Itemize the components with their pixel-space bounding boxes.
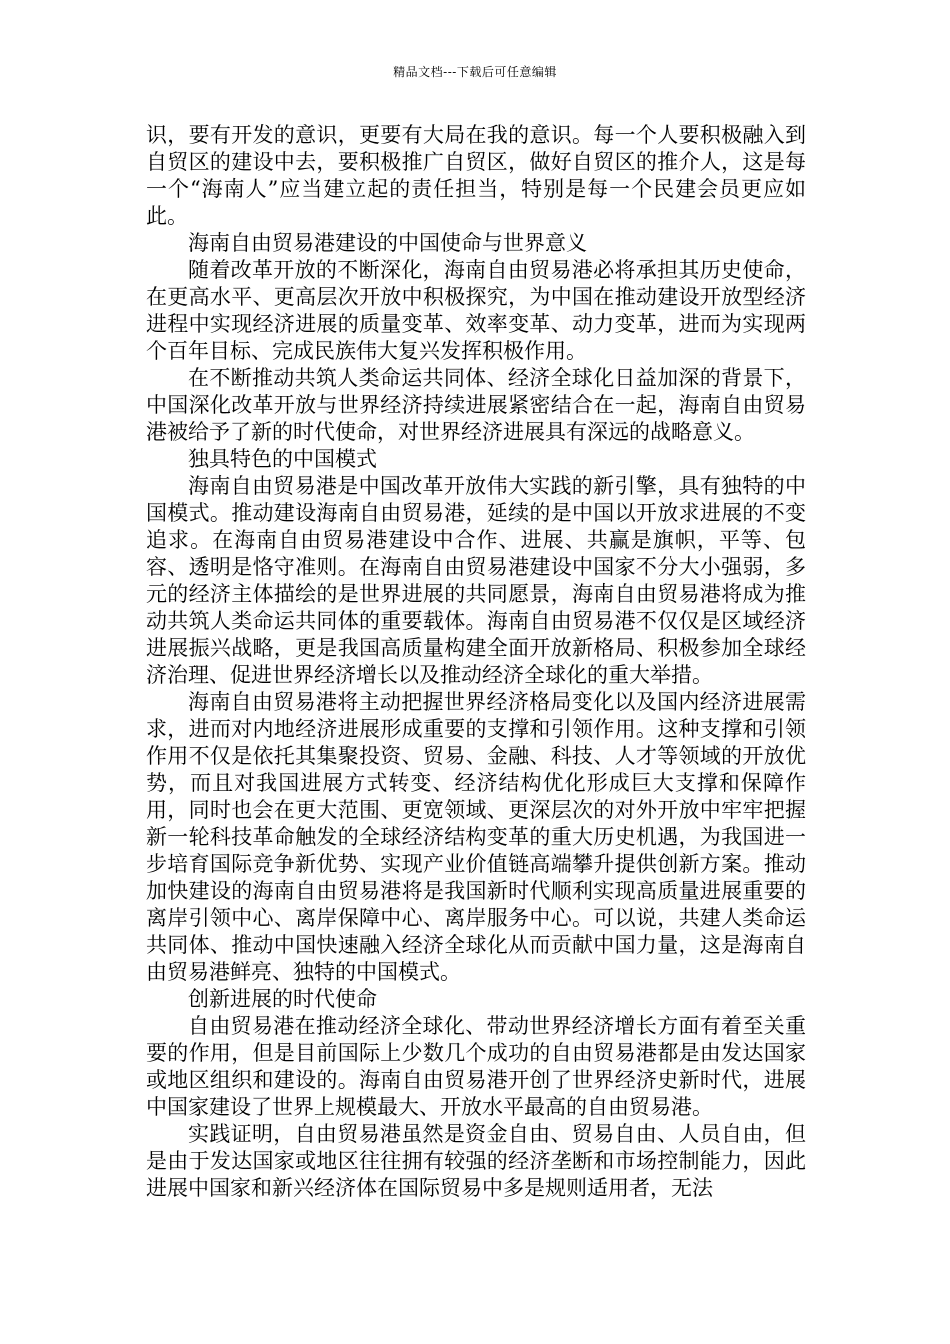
paragraph: 海南自由贸易港将主动把握世界经济格局变化以及国内经济进展需求，进而对内地经济进展形成重要的支撑和引领作用。这种支撑和引领作用不仅是依托其集聚投资、贸易、金融、科技、人才等领域的开放优势，而且对我国进展方式转变、经济结构优化形成巨大支撑和保障作用，同时也会在更大范围、更宽领域、更深层次的对外开放中牢牢把握新一轮科技革命触发的全球经济结构变革的重大历史机遇，为我国进一步培育国际竞争新优势、实现产业价值链高端攀升提供创新方案。推动加快建设的海南自由贸易港将是我国新时代顺利实现高质量进展重要的离岸引领中心、离岸保障中心、离岸服务中心。可以说，共建人类命运共同体、推动中国快速融入经济全球化从而贡献中国力量，这是海南自由贸易港鲜亮、独特的中国模式。 — [146, 690, 806, 984]
document-body — [146, 122, 806, 1202]
page-header: 精品文档---下载后可任意编辑 — [393, 65, 557, 79]
paragraph: 海南自由贸易港是中国改革开放伟大实践的新引擎，具有独特的中国模式。推动建设海南自由贸易港，延续的是中国以开放求进展的不变追求。在海南自由贸易港建设中合作、进展、共赢是旗帜，平等、包容、透明是恪守准则。在海南自由贸易港建设中国家不分大小强弱，多元的经济主体描绘的是世界进展的共同愿景，海南自由贸易港将成为推动共筑人类命运共同体的重要载体。海南自由贸易港不仅仅是区域经济进展振兴战略，更是我国高质量构建全面开放新格局、积极参加全球经济治理、促进世界经济增长以及推动经济全球化的重大举措。 — [146, 474, 806, 687]
paragraph: 在不断推动共筑人类命运共同体、经济全球化日益加深的背景下，中国深化改革开放与世界经济持续进展紧密结合在一起，海南自由贸易港被给予了新的时代使命，对世界经济进展具有深远的战略意义。 — [146, 366, 806, 444]
paragraph: 自由贸易港在推动经济全球化、带动世界经济增长方面有着至关重要的作用，但是目前国际上少数几个成功的自由贸易港都是由发达国家或地区组织和建设的。海南自由贸易港开创了世界经济史新时代，进展中国家建设了世界上规模最大、开放水平最高的自由贸易港。 — [146, 1014, 806, 1119]
section-heading: 独具特色的中国模式 — [188, 447, 377, 471]
section-heading: 创新进展的时代使命 — [188, 987, 377, 1011]
section-heading: 海南自由贸易港建设的中国使命与世界意义 — [188, 231, 587, 255]
paragraph: 实践证明，自由贸易港虽然是资金自由、贸易自由、人员自由，但是由于发达国家或地区往往拥有较强的经济垄断和市场控制能力，因此进展中国家和新兴经济体在国际贸易中多是规则适用者，无法 — [146, 1122, 806, 1200]
paragraph: 随着改革开放的不断深化，海南自由贸易港必将承担其历史使命，在更高水平、更高层次开放中积极探究，为中国在推动建设开放型经济进程中实现经济进展的质量变革、效率变革、动力变革，进而为实现两个百年目标、完成民族伟大复兴发挥积极作用。 — [146, 258, 806, 363]
paragraph: 识，要有开发的意识，更要有大局在我的意识。每一个人要积极融入到自贸区的建设中去，要积极推广自贸区，做好自贸区的推介人，这是每一个“海南人”应当建立起的责任担当，特别是每一个民建会员更应如此。 — [146, 123, 806, 228]
